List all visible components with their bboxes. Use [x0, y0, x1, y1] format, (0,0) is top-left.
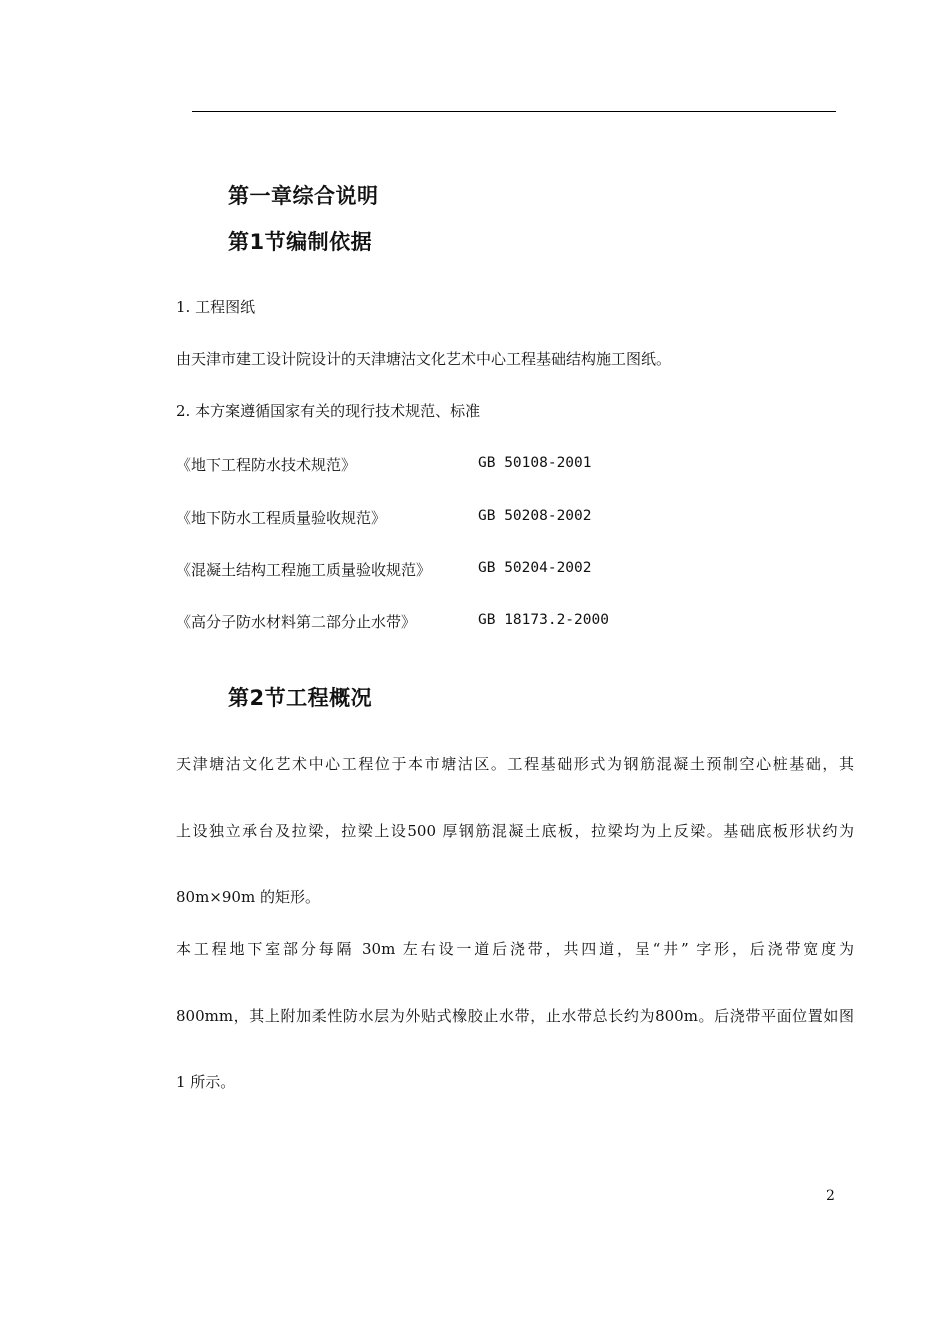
paragraph-line: 800mm，其上附加柔性防水层为外贴式橡胶止水带，止水带总长约为800m。后浇带平面位置如图: [176, 1007, 854, 1025]
header-rule: [192, 111, 836, 112]
reference-code: GB 50208-2002: [478, 508, 592, 524]
paragraph-line: 本工程地下室部分每隔 30m 左右设一道后浇带，共四道，呈“井” 字形，后浇带宽度为: [176, 940, 854, 958]
paragraph: 由天津市建工设计院设计的天津塘沽文化艺术中心工程基础结构施工图纸。: [176, 350, 672, 368]
paragraph-line: 天津塘沽文化艺术中心工程位于本市塘沽区。工程基础形式为钢筋混凝土预制空心桩基础，其: [176, 755, 854, 773]
reference-code: GB 50204-2002: [478, 560, 592, 576]
reference-name: 《地下防水工程质量验收规范》: [176, 509, 387, 527]
reference-name: 《地下工程防水技术规范》: [176, 456, 357, 474]
reference-name: 《混凝土结构工程施工质量验收规范》: [176, 561, 432, 579]
paragraph-line: 1 所示。: [176, 1073, 236, 1091]
reference-code: GB 50108-2001: [478, 455, 592, 471]
section-title: 第1节编制依据: [228, 230, 373, 254]
list-item-label: 1. 工程图纸: [176, 298, 256, 316]
paragraph-line: 上设独立承台及拉梁，拉梁上设500 厚钢筋混凝土底板，拉梁均为上反梁。基础底板形状约为: [176, 822, 854, 840]
reference-code: GB 18173.2-2000: [478, 612, 609, 628]
chapter-title: 第一章综合说明: [228, 184, 379, 208]
page-number: 2: [826, 1188, 835, 1204]
section-title: 第2节工程概况: [228, 686, 373, 710]
list-item-label: 2. 本方案遵循国家有关的现行技术规范、标准: [176, 402, 481, 420]
paragraph-line: 80m×90m 的矩形。: [176, 888, 320, 906]
reference-name: 《高分子防水材料第二部分止水带》: [176, 613, 417, 631]
